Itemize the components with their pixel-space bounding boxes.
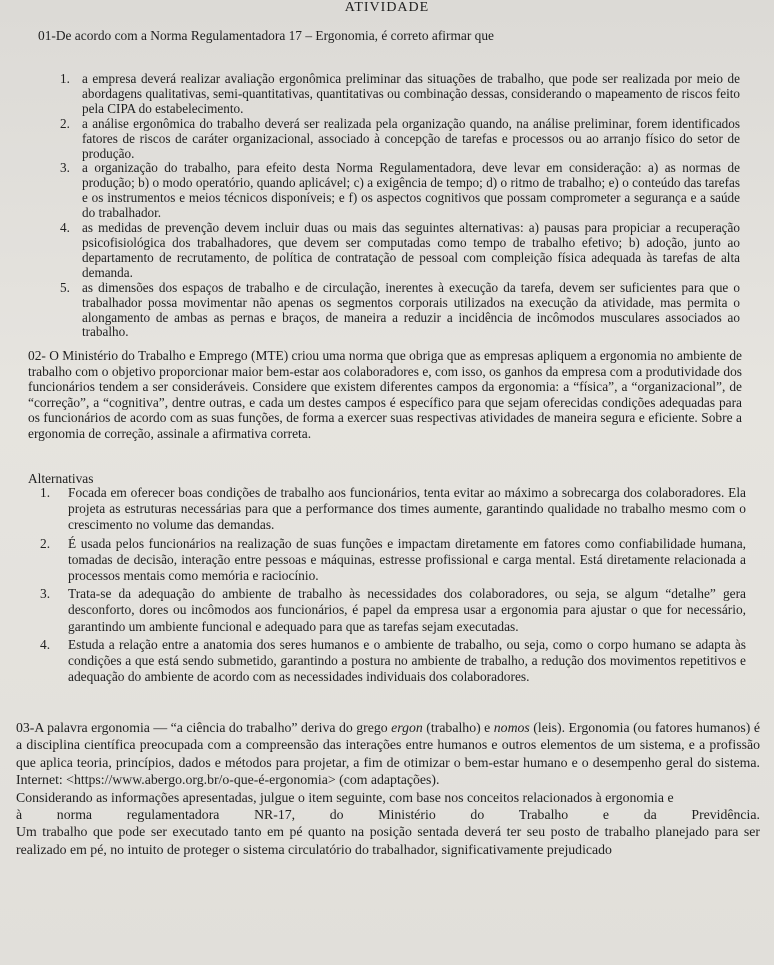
- intro-part-c: (leis). Ergonomia (ou fatores humanos) é a disciplina científica preocupada com a compreensão das interações entre humanos e outros elementos de um sistema, e a profissão que aplica teoria, princípios, dados e métodos para projetar, a fim de otimizar o bem-estar humano e o desempenho geral do sistema. Internet: <https://www.abergo.org.br/o-que-é-ergonomia> (com adaptações).: [16, 720, 760, 788]
- instruction-word: do: [470, 807, 485, 823]
- q1-item: [60, 72, 740, 117]
- q2-item: [40, 586, 746, 635]
- item-number: 3.: [60, 160, 70, 176]
- instruction-word: norma: [56, 807, 93, 823]
- item-text: a empresa deverá realizar avaliação ergonômica preliminar das situações de trabalho, que pode ser realizada por meio de abordagens qualitativas, semi-quantitativas, quantitativas ou combinação dessas, considerando o mapeamento de riscos feito pela CIPA do estabelecimento.: [82, 71, 740, 116]
- word-ergon: ergon: [391, 720, 423, 735]
- instruction-word: do: [329, 807, 344, 823]
- item-text: as dimensões dos espaços de trabalho e de circulação, inerentes à execução da tarefa, devem ser suficientes para que o trabalhador possa movimentar não apenas os segmentos corporais utilizados na execução da atividade, mas permita o alongamento de ambas as pernas e braços, de maneira a reduzir a incidência de incômodos musculares associados ao trabalho.: [82, 279, 740, 340]
- q1-item: [60, 117, 740, 162]
- page-title: ATIVIDADE: [344, 0, 430, 15]
- word-nomos: nomos: [493, 720, 530, 735]
- instruction-word: NR-17,: [254, 807, 296, 823]
- item-text: a análise ergonômica do trabalho deverá ser realizada pela organização quando, na análise preliminar, forem identificados fatores de riscos de caráter organizacional, associado à concepção de tarefas e processos ou ao arranjo físico do setor de produção.: [82, 115, 740, 161]
- intro-part-b: (trabalho) e: [422, 720, 494, 735]
- intro-part-a: 03-A palavra ergonomia — “a ciência do trabalho” deriva do grego: [16, 720, 392, 735]
- item-number: 1.: [40, 485, 51, 500]
- question-2-items: [40, 485, 746, 687]
- instruction-word: Previdência.: [691, 807, 760, 823]
- instruction-word: Ministério: [378, 807, 436, 823]
- item-text: as medidas de prevenção devem incluir duas ou mais das seguintes alternativas: a) pausas para propiciar a recuperação psicofisiológica dos trabalhadores, que devem ser computadas como tempo de trabalho efetivo; b) adoção, junto ao departamento de recrutamento, de política de contratação de pessoal com compleição física adequada às tarefas de alta demanda.: [82, 220, 740, 280]
- alternatives-label: Alternativas: [28, 471, 94, 486]
- item-text: É usada pelos funcionários na realização de suas funções e impactam diretamente em fatores como confiabilidade humana, tomadas de decisão, interação entre pessoas e máquinas, estresse profissional e carga mental. Está diretamente relacionada a processos mentais como memória e raciocínio.: [68, 535, 746, 584]
- instruction-word: regulamentadora: [126, 807, 220, 823]
- item-text: Trata-se da adequação do ambiente de trabalho às necessidades dos colaboradores, ou seja, se algum “detalhe” gera desconforto, dores ou incômodos aos funcionários, é papel da empresa usar a ergonomia para ajustar o que for necessário, garantindo um ambiente funcional e adequado para que as tarefas sejam executadas.: [68, 586, 746, 634]
- instruction-word: Trabalho: [518, 807, 569, 823]
- item-number: 2.: [40, 535, 51, 551]
- q2-item: [40, 485, 746, 534]
- q1-item: [60, 161, 740, 221]
- question-1-prompt: 01-De acordo com a Norma Regulamentadora 17 – Ergonomia, é correto afirmar que: [38, 28, 494, 43]
- item-number: 3.: [40, 586, 51, 602]
- item-text: Focada em oferecer boas condições de trabalho aos funcionários, tenta evitar ao máximo a sobrecarga dos colaboradores. Ela projeta as estruturas necessárias para que a performance dos times aumente, garantindo qualidade no trabalho mesmo com o crescimento no volume das demandas.: [68, 485, 746, 533]
- instruction-word: da: [643, 807, 657, 823]
- question-3: [16, 719, 760, 858]
- item-number: 5.: [60, 279, 70, 295]
- instruction-word: e: [602, 807, 610, 823]
- question-2-prompt: 02- O Ministério do Trabalho e Emprego (MTE) criou uma norma que obriga que as empresas apliquem a ergonomia no ambiente de trabalho com o objetivo proporcionar maior bem-estar aos colaboradores e, com isso, os ganhos da empresa com a produtividade dos funcionários tendem a ser consideráveis. Considere que existem diferentes campos da ergonomia: a “física”, a “organizacional”, de “correção”, a “cognitiva”, dentre outras, e cada um destes campos é específico para que sejam oferecidas condições adequadas para os funcionários de acordo com as suas funções, de forma a exercer suas respectivas atividades de maneira segura e eficiente. Sobre a ergonomia de correção, assinale a afirmativa correta.: [28, 348, 742, 441]
- question-1-items: [60, 72, 740, 340]
- item-number: 4.: [60, 220, 70, 236]
- q1-item: [60, 281, 740, 341]
- item-text: a organização do trabalho, para efeito desta Norma Regulamentadora, deve levar em consideração: a) as normas de produção; b) o modo operatório, quando aplicável; c) a exigência de tempo; d) o ritmo de trabalho; e) o conteúdo das tarefas e os instrumentos e meios técnicos disponíveis; e f) os aspectos cognitivos que possam comprometer a segurança e a saúde do trabalhador.: [82, 160, 740, 221]
- item-number: 1.: [60, 71, 70, 86]
- question-3-instruction-cont: [16, 806, 760, 823]
- question-3-intro: [16, 719, 760, 789]
- item-number: 2.: [60, 115, 70, 131]
- q1-item: [60, 221, 740, 281]
- q2-item: [40, 637, 746, 686]
- q2-item: [40, 536, 746, 585]
- item-number: 4.: [40, 636, 51, 652]
- instruction-word: à: [16, 807, 23, 823]
- question-3-instruction: Considerando as informações apresentadas, julgue o item seguinte, com base nos conceitos relacionados à ergonomia e: [16, 789, 674, 805]
- question-3-statement: Um trabalho que pode ser executado tanto em pé quanto na posição sentada deverá ter seu posto de trabalho planejado para ser realizado em pé, no intuito de proteger o sistema circulatório do trabalhador, significativamente prejudicado: [16, 824, 760, 857]
- item-text: Estuda a relação entre a anatomia dos seres humanos e o ambiente de trabalho, ou seja, como o corpo humano se adapta às condições a que está sendo submetido, garantindo a postura no ambiente de trabalho, a redução dos movimentos repetitivos e adequação do ambiente de acordo com as necessidades individuais dos colaboradores.: [68, 636, 746, 685]
